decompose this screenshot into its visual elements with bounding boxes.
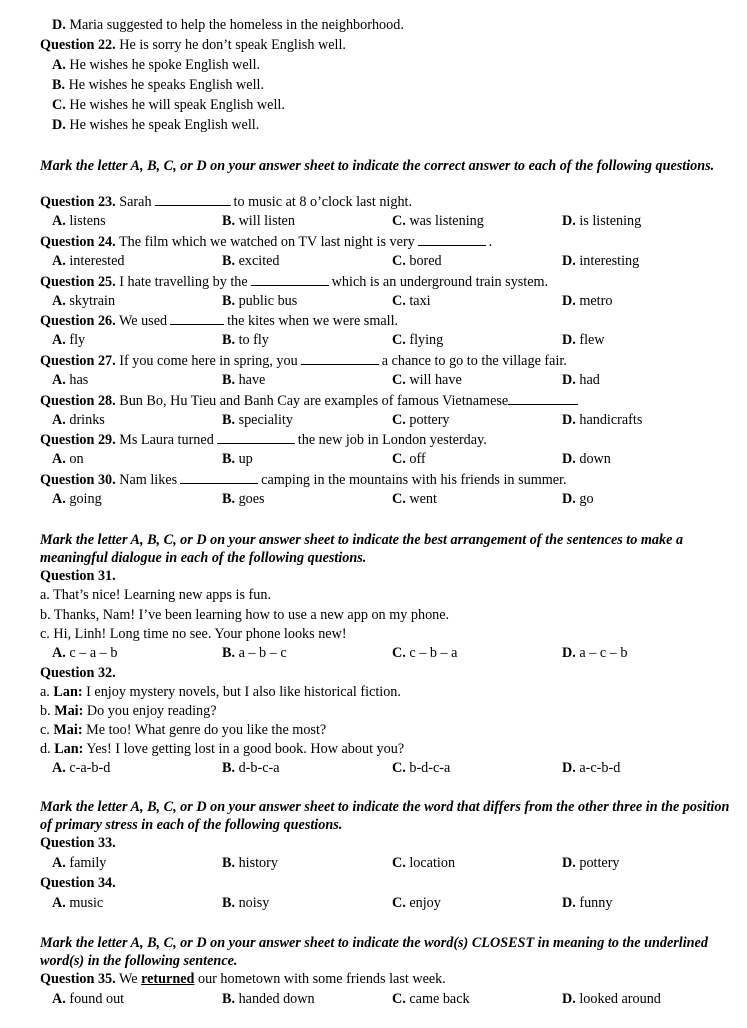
- option-letter: C.: [392, 372, 406, 388]
- option-letter: D.: [562, 372, 576, 388]
- option-letter: C.: [392, 253, 406, 269]
- q32-option-c: [392, 759, 450, 778]
- option-letter: B.: [222, 412, 236, 428]
- option-text: He wishes he speak English well.: [69, 117, 260, 133]
- q35-option-d: [562, 990, 661, 1009]
- question-before: We used: [118, 313, 168, 329]
- option-text: going: [69, 491, 102, 507]
- option-text: pottery: [409, 412, 450, 428]
- q29-option-a: [52, 450, 84, 469]
- question-label: Question 30.: [40, 472, 116, 488]
- q29-option-b: [222, 450, 253, 469]
- option-letter: B.: [222, 895, 236, 911]
- option-text: was listening: [409, 213, 484, 229]
- q34-option-d: [562, 894, 612, 913]
- line-text: Me too! What genre do you like the most?: [86, 722, 327, 738]
- question-stem: He is sorry he don’t speak English well.: [119, 37, 346, 53]
- question-28: [40, 391, 581, 411]
- question-label: Question 24.: [40, 234, 116, 250]
- q24-option-a: [52, 252, 125, 271]
- q25-option-b: [222, 292, 297, 311]
- line-prefix: b.: [40, 703, 51, 719]
- question-after: the kites when we were small.: [227, 313, 399, 329]
- q26-option-a: [52, 331, 85, 350]
- option-letter: D.: [562, 332, 576, 348]
- q29-option-d: [562, 450, 611, 469]
- question-label: Question 29.: [40, 432, 116, 448]
- q24-option-c: [392, 252, 442, 271]
- option-letter: C.: [392, 293, 406, 309]
- q30-option-a: [52, 490, 102, 509]
- question-label: Question 22.: [40, 37, 116, 53]
- question-label: Question 28.: [40, 393, 116, 409]
- option-text: music: [69, 895, 104, 911]
- question-label: Question 26.: [40, 313, 116, 329]
- instruction-arrangement: Mark the letter A, B, C, or D on your answer sheet to indicate the best arrangement of the sentences to make a meaningful dialogue in each of the following questions.: [40, 532, 684, 566]
- question-after: a chance to go to the village fair.: [381, 353, 567, 369]
- q27-option-d: [562, 371, 600, 390]
- question-after: our hometown with some friends last week.: [197, 971, 446, 987]
- q28-option-c: [392, 411, 450, 430]
- q32-line-b: [40, 702, 217, 721]
- option-text: excited: [238, 253, 280, 269]
- option-text: will listen: [238, 213, 295, 229]
- q32-line-a: [40, 683, 401, 702]
- option-text: noisy: [238, 895, 270, 911]
- option-letter: C.: [392, 332, 406, 348]
- question-label: Question 35.: [40, 971, 116, 987]
- option-letter: A.: [52, 855, 66, 871]
- option-text: taxi: [409, 293, 431, 309]
- option-text: a – b – c: [238, 645, 287, 661]
- option-text: on: [69, 451, 84, 467]
- option-letter: D.: [562, 991, 576, 1007]
- q35-option-b: [222, 990, 315, 1009]
- q25-option-a: [52, 292, 115, 311]
- underlined-word: returned: [141, 971, 195, 987]
- q27-option-c: [392, 371, 462, 390]
- option-text: handed down: [238, 991, 315, 1007]
- option-text: c-a-b-d: [69, 760, 111, 776]
- q31-option-a: [52, 644, 117, 663]
- answer-blank: [180, 470, 258, 484]
- question-before: Nam likes: [119, 472, 178, 488]
- question-label: Question 25.: [40, 274, 116, 290]
- option-text: looked around: [579, 991, 661, 1007]
- option-text: speciality: [238, 412, 293, 428]
- question-32-label: Question 32.: [40, 665, 116, 681]
- option-letter: B.: [222, 213, 236, 229]
- option-text: down: [579, 451, 611, 467]
- q31-option-c: [392, 644, 457, 663]
- q26-option-d: [562, 331, 605, 350]
- option-text: will have: [409, 372, 462, 388]
- question-after: which is an underground train system.: [331, 274, 549, 290]
- option-text: public bus: [238, 293, 298, 309]
- option-letter: B.: [222, 253, 236, 269]
- option-text: pottery: [579, 855, 620, 871]
- line-prefix: c.: [40, 722, 50, 738]
- option-letter: D.: [562, 855, 576, 871]
- option-text: handicrafts: [579, 412, 643, 428]
- question-27: [40, 351, 567, 371]
- question-before: We: [118, 971, 138, 987]
- question-34-label: Question 34.: [40, 875, 116, 891]
- option-letter: D.: [562, 760, 576, 776]
- q22-option-d: [52, 116, 259, 135]
- q22-option-b: [52, 76, 264, 95]
- option-letter: C.: [392, 645, 406, 661]
- option-text: go: [579, 491, 594, 507]
- option-letter: B.: [222, 451, 236, 467]
- q25-option-d: [562, 292, 612, 311]
- answer-blank: [170, 311, 224, 325]
- q33-option-b: [222, 854, 278, 873]
- question-before: Sarah: [119, 194, 152, 210]
- q32-option-b: [222, 759, 280, 778]
- q31-option-d: [562, 644, 627, 663]
- option-text: has: [69, 372, 89, 388]
- question-35: [40, 970, 446, 989]
- option-text: flying: [409, 332, 444, 348]
- q34-option-a: [52, 894, 103, 913]
- option-letter: A.: [52, 412, 66, 428]
- option-letter: A.: [52, 213, 66, 229]
- answer-blank: [508, 391, 578, 405]
- q26-option-b: [222, 331, 269, 350]
- option-letter: D.: [562, 451, 576, 467]
- q32-option-d: [562, 759, 620, 778]
- option-letter: C.: [392, 855, 406, 871]
- option-text: enjoy: [409, 895, 441, 911]
- question-33-label: Question 33.: [40, 835, 116, 851]
- option-letter: A.: [52, 253, 66, 269]
- q28-option-b: [222, 411, 293, 430]
- option-text: drinks: [69, 412, 105, 428]
- option-text: He wishes he speaks English well.: [68, 77, 265, 93]
- instruction-correct-answer: Mark the letter A, B, C, or D on your answer sheet to indicate the correct answer to each of the following questions.: [40, 158, 715, 174]
- option-text: history: [238, 855, 278, 871]
- answer-blank: [217, 430, 295, 444]
- speaker: Lan:: [54, 741, 84, 757]
- option-text: c – b – a: [409, 645, 458, 661]
- option-letter: B.: [222, 645, 236, 661]
- q30-option-d: [562, 490, 594, 509]
- option-letter: D.: [562, 645, 576, 661]
- option-text: up: [238, 451, 253, 467]
- option-letter: B.: [222, 855, 236, 871]
- option-text: flew: [579, 332, 605, 348]
- option-text: funny: [579, 895, 613, 911]
- option-letter: C.: [392, 760, 406, 776]
- answer-blank: [301, 351, 379, 365]
- option-letter: C.: [392, 213, 406, 229]
- option-letter: D.: [562, 412, 576, 428]
- q28-option-d: [562, 411, 642, 430]
- option-text: is listening: [579, 213, 642, 229]
- q33-option-a: [52, 854, 106, 873]
- option-text: a – c – b: [579, 645, 628, 661]
- question-label: Question 27.: [40, 353, 116, 369]
- option-text: have: [238, 372, 266, 388]
- speaker: Mai:: [54, 703, 84, 719]
- option-letter: C.: [392, 491, 406, 507]
- line-text: I enjoy mystery novels, but I also like historical fiction.: [86, 684, 401, 700]
- option-text: family: [69, 855, 107, 871]
- option-letter: B.: [222, 332, 236, 348]
- q35-option-a: [52, 990, 124, 1009]
- option-text: He wishes he spoke English well.: [69, 57, 261, 73]
- option-text: Maria suggested to help the homeless in the neighborhood.: [69, 17, 404, 33]
- option-letter: D.: [562, 213, 576, 229]
- q23-option-b: [222, 212, 295, 231]
- q21-option-d: [52, 16, 404, 35]
- option-text: off: [409, 451, 426, 467]
- q34-option-b: [222, 894, 269, 913]
- option-text: He wishes he will speak English well.: [69, 97, 285, 113]
- q24-option-d: [562, 252, 639, 271]
- q23-option-c: [392, 212, 484, 231]
- option-letter: D.: [52, 117, 66, 133]
- option-letter: A.: [52, 57, 66, 73]
- instruction-stress: Mark the letter A, B, C, or D on your answer sheet to indicate the word that differs from the other three in the position of primary stress in each of the following questions.: [40, 799, 730, 833]
- q29-option-c: [392, 450, 426, 469]
- option-letter: B.: [222, 491, 236, 507]
- question-30: [40, 470, 567, 490]
- q22-option-c: [52, 96, 285, 115]
- question-29: [40, 430, 487, 450]
- option-letter: B.: [52, 77, 66, 93]
- speaker: Lan:: [53, 684, 83, 700]
- question-24: [40, 232, 492, 252]
- option-text: found out: [69, 991, 125, 1007]
- q28-option-a: [52, 411, 105, 430]
- q27-option-b: [222, 371, 265, 390]
- speaker: Mai:: [53, 722, 83, 738]
- option-letter: A.: [52, 372, 66, 388]
- q31-line-c: c. Hi, Linh! Long time no see. Your phone looks new!: [40, 626, 347, 642]
- question-before: The film which we watched on TV last night is very: [118, 234, 415, 250]
- option-letter: A.: [52, 895, 66, 911]
- question-31-label: Question 31.: [40, 568, 116, 584]
- q22-option-a: [52, 56, 260, 75]
- q31-line-a: a. That’s nice! Learning new apps is fun.: [40, 587, 272, 603]
- option-letter: B.: [222, 293, 236, 309]
- option-letter: A.: [52, 451, 66, 467]
- question-after: camping in the mountains with his friends in summer.: [261, 472, 567, 488]
- question-label: Question 23.: [40, 194, 116, 210]
- question-22: [40, 36, 346, 55]
- question-after: to music at 8 o’clock last night.: [233, 194, 413, 210]
- option-text: interested: [69, 253, 125, 269]
- q31-option-b: [222, 644, 287, 663]
- q34-option-c: [392, 894, 441, 913]
- option-letter: A.: [52, 645, 66, 661]
- option-text: skytrain: [69, 293, 116, 309]
- option-letter: A.: [52, 491, 66, 507]
- question-23: [40, 192, 412, 212]
- q30-option-b: [222, 490, 265, 509]
- option-letter: C.: [392, 991, 406, 1007]
- option-letter: D.: [562, 253, 576, 269]
- q23-option-a: [52, 212, 106, 231]
- option-text: bored: [409, 253, 442, 269]
- question-before: Ms Laura turned: [119, 432, 214, 448]
- option-letter: C.: [392, 451, 406, 467]
- line-text: Do you enjoy reading?: [86, 703, 217, 719]
- q32-line-d: [40, 740, 404, 759]
- option-letter: B.: [222, 760, 236, 776]
- option-text: fly: [69, 332, 86, 348]
- question-before: I hate travelling by the: [119, 274, 248, 290]
- q33-option-d: [562, 854, 620, 873]
- q23-option-d: [562, 212, 641, 231]
- option-text: went: [409, 491, 437, 507]
- option-letter: D.: [562, 491, 576, 507]
- option-text: interesting: [579, 253, 640, 269]
- option-text: came back: [409, 991, 470, 1007]
- line-text: Yes! I love getting lost in a good book. How about you?: [86, 741, 405, 757]
- q32-option-a: [52, 759, 110, 778]
- question-25: [40, 272, 548, 292]
- option-text: metro: [579, 293, 613, 309]
- instruction-closest-meaning: Mark the letter A, B, C, or D on your answer sheet to indicate the word(s) CLOSEST in meaning to the underlined word(s) in the following sentence.: [40, 935, 708, 969]
- option-letter: C.: [392, 412, 406, 428]
- option-letter: C.: [52, 97, 66, 113]
- line-prefix: d.: [40, 741, 51, 757]
- q25-option-c: [392, 292, 431, 311]
- option-letter: C.: [392, 895, 406, 911]
- question-after: the new job in London yesterday.: [297, 432, 487, 448]
- option-letter: A.: [52, 760, 66, 776]
- option-text: goes: [238, 491, 265, 507]
- q24-option-b: [222, 252, 280, 271]
- q30-option-c: [392, 490, 437, 509]
- option-text: c – a – b: [69, 645, 118, 661]
- option-text: listens: [69, 213, 106, 229]
- option-text: d-b-c-a: [238, 760, 280, 776]
- question-after: .: [488, 234, 493, 250]
- option-text: a-c-b-d: [579, 760, 621, 776]
- answer-blank: [251, 272, 329, 286]
- answer-blank: [155, 192, 231, 206]
- option-text: to fly: [238, 332, 269, 348]
- option-text: b-d-c-a: [409, 760, 451, 776]
- option-letter: D.: [562, 293, 576, 309]
- q31-line-b: b. Thanks, Nam! I’ve been learning how to use a new app on my phone.: [40, 607, 450, 623]
- q35-option-c: [392, 990, 470, 1009]
- option-letter: A.: [52, 991, 66, 1007]
- q33-option-c: [392, 854, 455, 873]
- q26-option-c: [392, 331, 443, 350]
- option-letter: B.: [222, 372, 236, 388]
- question-before: Bun Bo, Hu Tieu and Banh Cay are examples of famous Vietnamese: [119, 393, 509, 409]
- question-before: If you come here in spring, you: [119, 353, 298, 369]
- question-26: [40, 311, 398, 331]
- q32-line-c: [40, 721, 326, 740]
- option-letter: D.: [52, 17, 66, 33]
- line-prefix: a.: [40, 684, 50, 700]
- option-text: had: [579, 372, 600, 388]
- option-text: location: [409, 855, 456, 871]
- q27-option-a: [52, 371, 88, 390]
- option-letter: A.: [52, 293, 66, 309]
- option-letter: D.: [562, 895, 576, 911]
- option-letter: B.: [222, 991, 236, 1007]
- answer-blank: [418, 232, 486, 246]
- option-letter: A.: [52, 332, 66, 348]
